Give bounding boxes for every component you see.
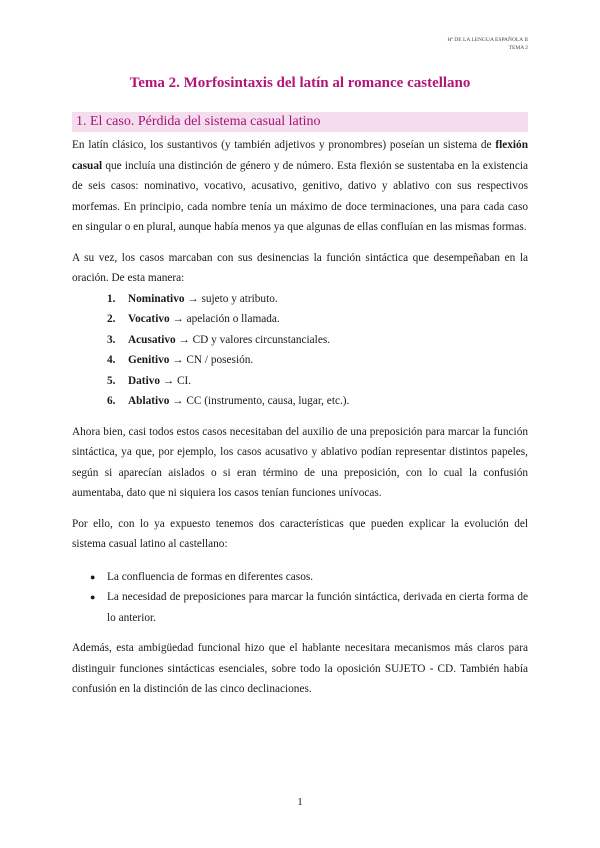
list-number: 5.	[107, 374, 116, 387]
list-number: 6.	[107, 395, 116, 407]
list-number: 1.	[107, 292, 116, 305]
list-item	[107, 350, 528, 371]
list-item	[107, 309, 528, 330]
list-item	[107, 330, 528, 351]
bullet-text: La confluencia de formas en diferentes casos.	[107, 570, 314, 583]
page-number: 1	[297, 796, 303, 808]
case-name: Nominativo	[128, 292, 185, 305]
bullet-list	[72, 567, 528, 629]
list-item	[90, 587, 528, 628]
case-desc: → CN / posesión.	[169, 354, 254, 366]
case-desc: → sujeto y atributo.	[184, 292, 278, 305]
paragraph-2: A su vez, los casos marcaban con sus desinencias la función sintáctica que desempeñaban en la oración. De esta manera:	[72, 251, 528, 284]
case-desc: → CD y valores circunstanciales.	[175, 333, 331, 346]
header-course: Hª DE LA LENGUA ESPAÑOLA II	[447, 37, 528, 43]
list-item	[107, 371, 528, 392]
list-number: 4.	[107, 354, 116, 366]
header-topic: TEMA 2	[508, 45, 528, 51]
bullet-icon: ●	[90, 571, 96, 582]
p1-text-a: En latín clásico, los sustantivos (y también adjetivos y pronombres) poseían un sistema de	[72, 139, 496, 151]
case-name: Ablativo	[128, 395, 170, 407]
paragraph-5: Además, esta ambigüedad funcional hizo que el hablante necesitara mecanismos más claros para distinguir funciones sintácticas esenciales, sobre todo la oposición SUJETO - CD. También había confusión en la distinción de las cinco declinaciones.	[72, 642, 528, 695]
list-item	[90, 567, 528, 588]
list-item	[107, 391, 528, 412]
case-desc: → CI.	[160, 374, 192, 387]
body-content	[72, 135, 528, 700]
case-name: Vocativo	[128, 313, 170, 325]
bullet-icon: ●	[90, 592, 96, 602]
page-title: Tema 2. Morfosintaxis del latín al romance castellano	[129, 75, 471, 91]
p1-bold-term: flexión casual	[72, 139, 528, 172]
case-desc: → apelación o llamada.	[169, 313, 280, 325]
section-heading: 1. El caso. Pérdida del sistema casual latino	[72, 112, 528, 132]
list-item	[107, 289, 528, 310]
p1-text-c: que incluía una distinción de género y de número. Esta flexión se sustentaba en la existencia de seis casos: nominativo, vocativo, acusativo, genitivo, dativo y ablativo con sus respectivos morfemas. En principio, cada nombre tenía un máximo de doce terminaciones, una para cada caso en singular o en plural, aunque había menos ya que algunas de ellas confluían en las mismas formas.	[72, 159, 528, 233]
list-number: 2.	[107, 313, 116, 325]
case-desc: → CC (instrumento, causa, lugar, etc.).	[169, 395, 350, 407]
case-name: Acusativo	[128, 333, 176, 346]
paragraph-4: Por ello, con lo ya expuesto tenemos dos características que pueden explicar la evolución del sistema casual latino al castellano:	[72, 517, 528, 550]
bullet-text: La necesidad de preposiciones para marcar la función sintáctica, derivada en cierta forma de lo anterior.	[107, 591, 528, 624]
running-header	[447, 36, 528, 52]
cases-list	[72, 289, 528, 412]
paragraph-1	[72, 135, 528, 238]
case-name: Dativo	[128, 374, 161, 387]
list-number: 3.	[107, 333, 116, 346]
case-name: Genitivo	[128, 354, 170, 366]
paragraph-3: Ahora bien, casi todos estos casos necesitaban del auxilio de una preposición para marcar la función sintáctica, ya que, por ejemplo, los casos acusativo y ablativo podían representar distintos papeles, según si aparecían aislados o si eran término de una preposición, con lo cual la confusión aumentaba, dato que ni siquiera los casos tenían funciones unívocas.	[72, 425, 528, 499]
